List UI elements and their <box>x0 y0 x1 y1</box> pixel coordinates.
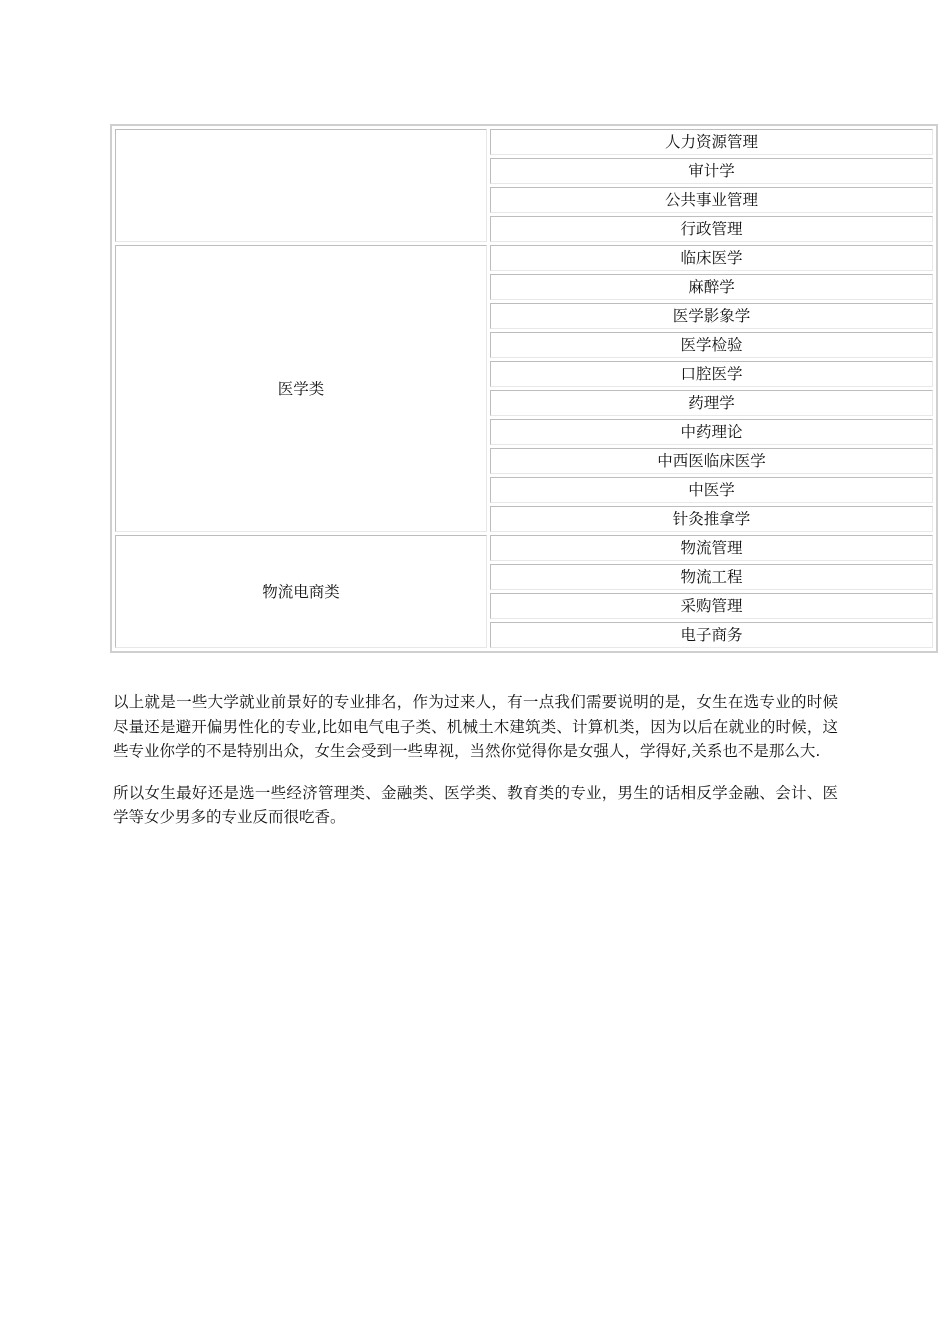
major-cell: 中药理论 <box>490 419 933 445</box>
major-cell: 口腔医学 <box>490 361 933 387</box>
major-cell: 物流管理 <box>490 535 933 561</box>
major-cell: 人力资源管理 <box>490 129 933 155</box>
major-cell: 医学检验 <box>490 332 933 358</box>
major-cell: 审计学 <box>490 158 933 184</box>
majors-table-body <box>115 129 933 648</box>
major-cell: 采购管理 <box>490 593 933 619</box>
paragraph: 以上就是一些大学就业前景好的专业排名，作为过来人，有一点我们需要说明的是，女生在选专业的时候尽量还是避开偏男性化的专业,比如电气电子类、机械土木建筑类、计算机类，因为以后在就业的时候，这些专业你学的不是特别出众，女生会受到一些卑视，当然你觉得你是女强人，学得好,关系也不是那么大. <box>113 693 838 760</box>
category-cell <box>115 129 487 242</box>
major-cell: 中医学 <box>490 477 933 503</box>
major-cell: 药理学 <box>490 390 933 416</box>
major-cell: 中西医临床医学 <box>490 448 933 474</box>
major-cell: 行政管理 <box>490 216 933 242</box>
table-row <box>115 535 933 561</box>
major-cell: 临床医学 <box>490 245 933 271</box>
major-cell: 公共事业管理 <box>490 187 933 213</box>
major-cell: 针灸推拿学 <box>490 506 933 532</box>
table-row <box>115 245 933 271</box>
major-cell: 医学影象学 <box>490 303 933 329</box>
category-cell: 物流电商类 <box>115 535 487 648</box>
majors-table <box>110 124 938 653</box>
table-row <box>115 129 933 155</box>
paragraph: 所以女生最好还是选一些经济管理类、金融类、医学类、教育类的专业，男生的话相反学金融、会计、医学等女少男多的专业反而很吃香。 <box>113 783 838 826</box>
major-cell: 麻醉学 <box>490 274 933 300</box>
major-cell: 物流工程 <box>490 564 933 590</box>
article-body <box>113 690 838 847</box>
major-cell: 电子商务 <box>490 622 933 648</box>
category-cell: 医学类 <box>115 245 487 532</box>
